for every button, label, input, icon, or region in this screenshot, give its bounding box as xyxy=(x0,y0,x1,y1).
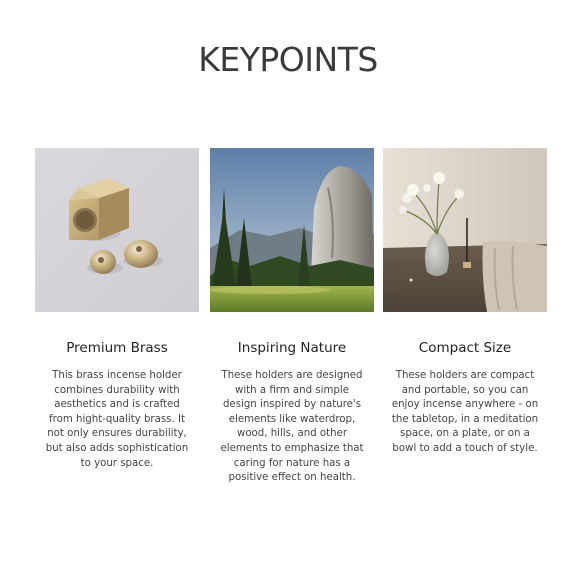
brass-holders-photo xyxy=(35,148,199,312)
card-description: This brass incense holder combines durability with aesthetics and is crafted from hight-quality brass. It not only ensures durability, but also adds sophistication to your space. xyxy=(45,370,189,469)
card-heading: Compact Size xyxy=(418,340,512,356)
card-heading: Premium Brass xyxy=(66,340,168,356)
keypoint-card-compact-size xyxy=(383,148,547,457)
keypoint-card-inspiring-nature xyxy=(210,148,374,486)
keypoint-card-premium-brass xyxy=(35,148,199,471)
card-heading: Inspiring Nature xyxy=(237,340,347,356)
card-description: These holders are compact and portable, so you can enjoy incense anywhere - on the tabletop, in a meditation space, on a plate, or on a bowl to add a touch of style. xyxy=(391,370,539,454)
page-title: KEYPOINTS xyxy=(198,40,378,79)
card-description: These holders are designed with a firm and simple design inspired by nature's elements like waterdrop, wood, hills, and other elements to emphasize that caring for nature has a positive effect on health. xyxy=(220,370,364,484)
mountain-forest-photo xyxy=(210,148,374,312)
vase-incense-tabletop-photo xyxy=(383,148,547,312)
